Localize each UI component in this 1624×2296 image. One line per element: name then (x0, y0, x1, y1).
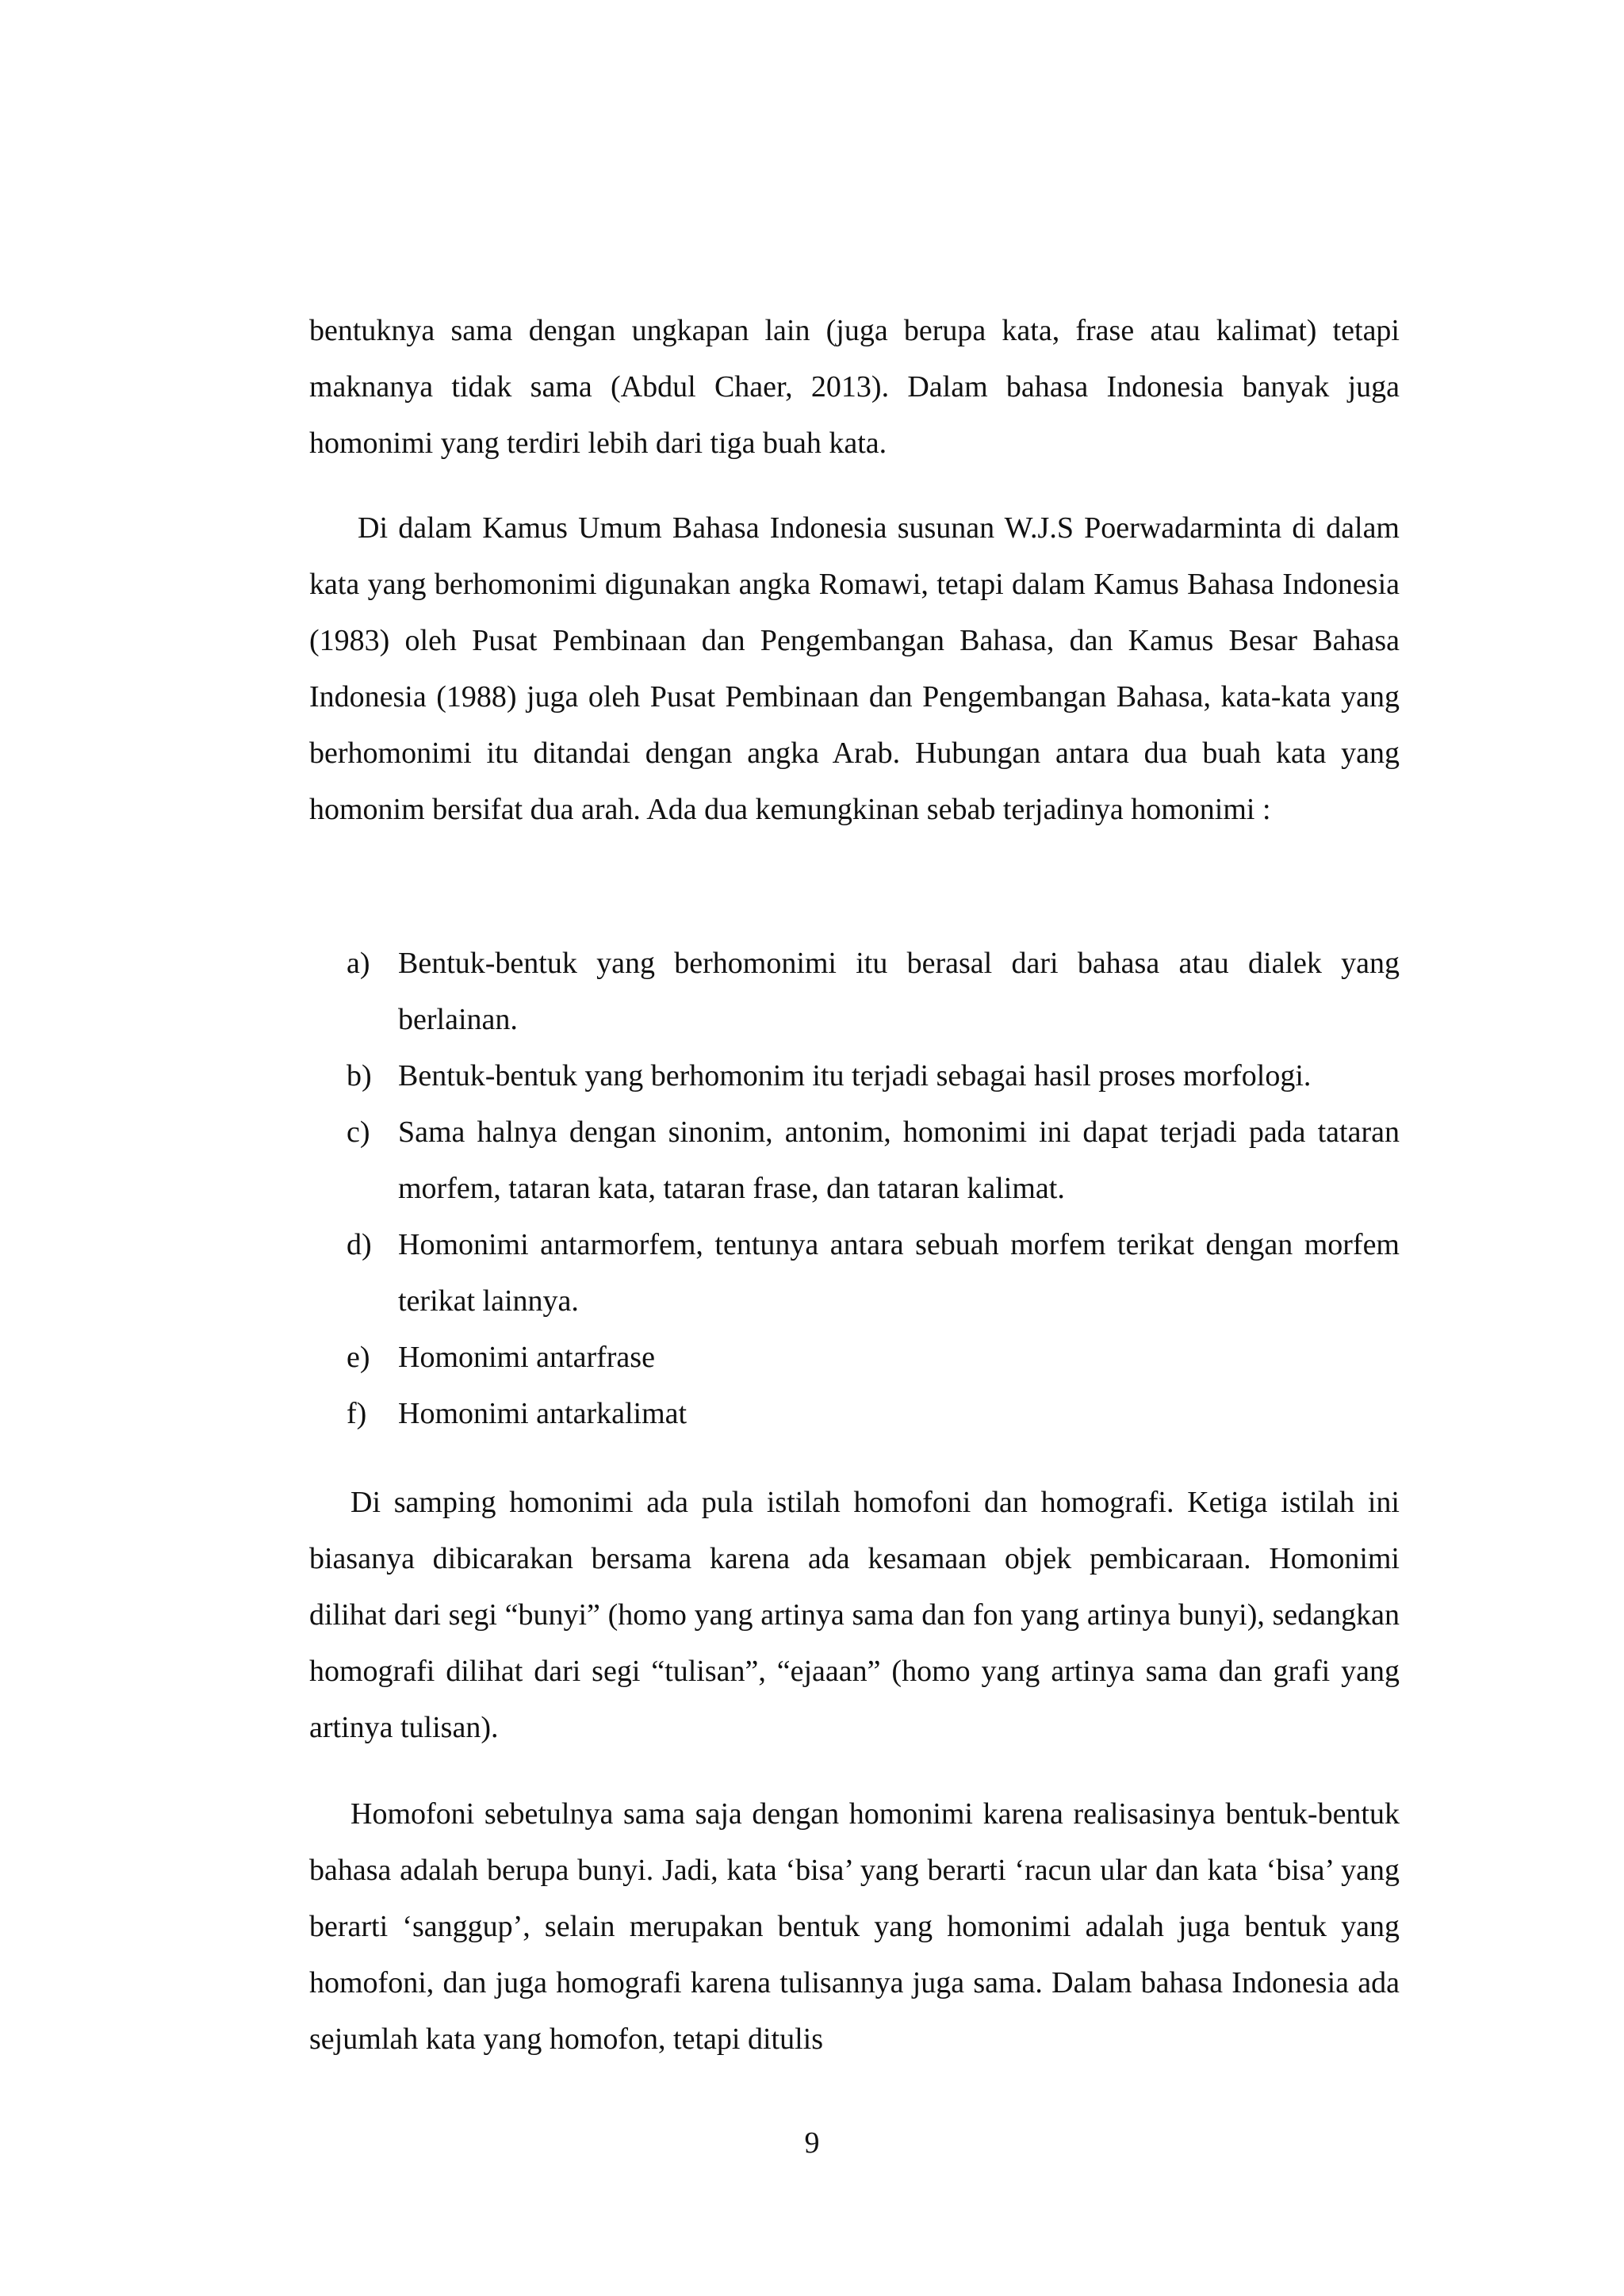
list-item (309, 1048, 1400, 1104)
list-item (309, 1104, 1400, 1217)
list-item-text: Homonimi antarfrase (398, 1341, 655, 1374)
list-marker: b) (347, 1059, 372, 1093)
paragraph-continuation: bentuknya sama dengan ungkapan lain (juga berupa kata, frase atau kalimat) tetapi maknanya tidak sama (Abdul Chaer, 2013). Dalam bahasa Indonesia banyak juga homonimi yang terdiri lebih dari tiga buah kata. (309, 314, 1400, 460)
list-item-text: Sama halnya dengan sinonim, antonim, homonimi ini dapat terjadi pada tataran morfem, tataran kata, tataran frase, dan tataran kalimat. (398, 1115, 1400, 1205)
list-marker: f) (347, 1397, 367, 1430)
list-item-text: Homonimi antarmorfem, tentunya antara sebuah morfem terikat dengan morfem terikat lainnya. (398, 1228, 1400, 1318)
list-marker: e) (347, 1341, 370, 1374)
homonimi-causes-list (309, 936, 1400, 1442)
list-item-text: Bentuk-bentuk yang berhomonim itu terjadi sebagai hasil proses morfologi. (398, 1059, 1312, 1093)
list-marker: d) (347, 1228, 372, 1261)
list-marker: a) (347, 947, 370, 980)
page-number: 9 (804, 2126, 820, 2160)
list-item-text: Homonimi antarkalimat (398, 1397, 688, 1430)
paragraph-homofoni: Homofoni sebetulnya sama saja dengan homonimi karena realisasinya bentuk-bentuk bahasa adalah berupa bunyi. Jadi, kata ‘bisa’ yang berarti ‘racun ular dan kata ‘bisa’ yang berarti ‘sanggup’, selain merupakan bentuk yang homonimi adalah juga bentuk yang homofoni, dan juga homografi karena tulisannya juga sama. Dalam bahasa Indonesia ada sejumlah kata yang homofon, tetapi ditulis (309, 1797, 1400, 2056)
list-marker: c) (347, 1115, 370, 1149)
list-item-text: Bentuk-bentuk yang berhomonimi itu berasal dari bahasa atau dialek yang berlainan. (398, 947, 1400, 1036)
paragraph-kamus: Di dalam Kamus Umum Bahasa Indonesia susunan W.J.S Poerwadarminta di dalam kata yang berhomonimi digunakan angka Romawi, tetapi dalam Kamus Bahasa Indonesia (1983) oleh Pusat Pembinaan dan Pengembangan Bahasa, dan Kamus Besar Bahasa Indonesia (1988) juga oleh Pusat Pembinaan dan Pengembangan Bahasa, kata-kata yang berhomonimi itu ditandai dengan angka Arab. Hubungan antara dua buah kata yang homonim bersifat dua arah. Ada dua kemungkinan sebab terjadinya homonimi : (309, 511, 1400, 826)
list-item (309, 1217, 1400, 1330)
list-item (309, 1330, 1400, 1386)
paragraph-homofoni-homografi: Di samping homonimi ada pula istilah homofoni dan homografi. Ketiga istilah ini biasanya dibicarakan bersama karena ada kesamaan objek pembicaraan. Homonimi dilihat dari segi “bunyi” (homo yang artinya sama dan fon yang artinya bunyi), sedangkan homografi dilihat dari segi “tulisan”, “ejaaan” (homo yang artinya sama dan grafi yang artinya tulisan). (309, 1486, 1400, 1744)
list-item (309, 936, 1400, 1048)
list-item (309, 1386, 1400, 1442)
